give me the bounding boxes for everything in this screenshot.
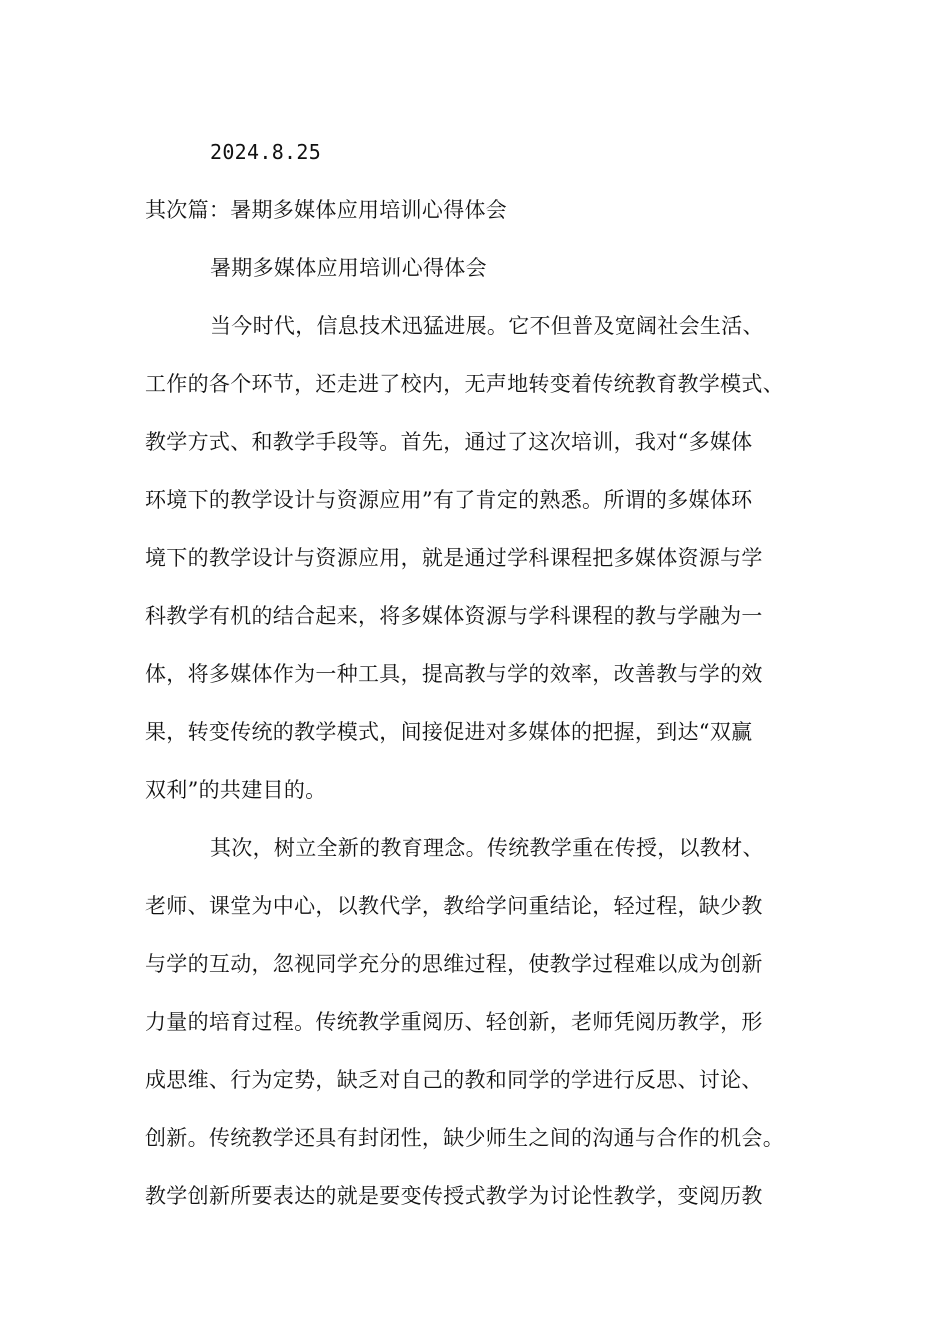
document-subtitle: 暑期多媒体应用培训心得体会	[210, 256, 487, 280]
paragraph-line: 体，将多媒体作为一种工具，提高教与学的效率，改善教与学的效	[145, 662, 763, 686]
paragraph-line: 境下的教学设计与资源应用，就是通过学科课程把多媒体资源与学	[145, 546, 763, 570]
paragraph-line: 工作的各个环节，还走进了校内，无声地转变着传统教育教学模式、	[145, 372, 784, 396]
paragraph-line: 老师、课堂为中心，以教代学，教给学问重结论，轻过程，缺少教	[145, 894, 763, 918]
paragraph-line: 其次，树立全新的教育理念。传统教学重在传授，以教材、	[210, 836, 764, 860]
paragraph-line: 双利”的共建目的。	[145, 778, 327, 802]
paragraph-line: 成思维、行为定势，缺乏对自己的教和同学的学进行反思、讨论、	[145, 1068, 763, 1092]
paragraph-line: 力量的培育过程。传统教学重阅历、轻创新，老师凭阅历教学，形	[145, 1010, 763, 1034]
paragraph-line: 创新。传统教学还具有封闭性，缺少师生之间的沟通与合作的机会。	[145, 1126, 784, 1150]
paragraph-line: 教学创新所要表达的就是要变传授式教学为讨论性教学，变阅历教	[145, 1184, 763, 1208]
paragraph-line: 与学的互动，忽视同学充分的思维过程，使教学过程难以成为创新	[145, 952, 763, 976]
section-heading: 其次篇：暑期多媒体应用培训心得体会	[145, 198, 508, 222]
paragraph-line: 果，转变传统的教学模式，间接促进对多媒体的把握，到达“双赢	[145, 720, 753, 744]
paragraph-line: 环境下的教学设计与资源应用”有了肯定的熟悉。所谓的多媒体环	[145, 488, 753, 512]
paragraph-line: 科教学有机的结合起来，将多媒体资源与学科课程的教与学融为一	[145, 604, 763, 628]
document-date: 2024.8.25	[210, 140, 322, 164]
paragraph-line: 教学方式、和教学手段等。首先，通过了这次培训，我对“多媒体	[145, 430, 753, 454]
paragraph-line: 当今时代，信息技术迅猛进展。它不但普及宽阔社会生活、	[210, 314, 764, 338]
